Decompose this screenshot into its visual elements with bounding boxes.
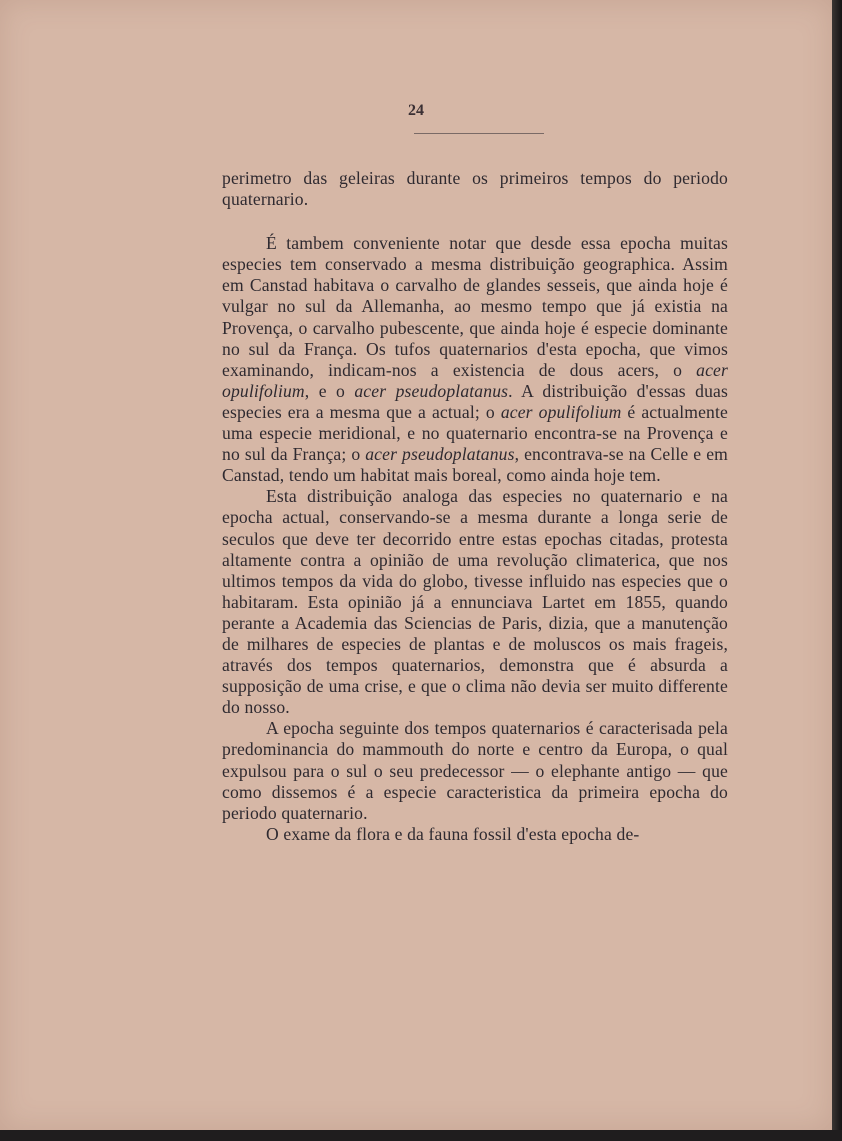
paragraph-5 [222, 824, 728, 845]
page-number: 24 [408, 102, 424, 119]
paragraph-4 [222, 718, 728, 823]
paragraph-gap [222, 210, 728, 233]
text-segment: é actualmente uma especie meridional, e no quaternario encontra-se na Provença e no sul da França; o [222, 401, 728, 465]
text-segment: , e o [304, 380, 355, 401]
text-segment: É tambem conveniente notar que desde essa epocha muitas especies tem conservado a mesma distribuição geographica. Assim em Canstad habitava o carvalho de glandes sesseis, que ainda hoje é vulgar no sul da Allemanha, ao mesmo tempo que já existia na Provença, o carvalho pubescente, que ainda hoje é especie dominante no sul da França. Os tufos quaternarios d'esta epocha, que vimos examinando, indicam-nos a existencia de dous acers, o [222, 233, 728, 380]
species-name-italic: acer opulifolium [222, 359, 728, 401]
text-segment: A epocha seguinte dos tempos quaternarios é caracterisada pela predominancia do mammouth do norte e centro da Europa, o qual expulsou para o sul o seu predecessor — o elephante antigo — que como dissemos é a especie caracteristica da primeira epocha do periodo quaternario. [222, 718, 728, 823]
book-edge-bottom [0, 1130, 842, 1141]
paragraph-1 [222, 168, 728, 210]
species-name-italic: acer pseudoplatanus [365, 444, 515, 465]
text-segment: . A distribuição d'essas duas especies era a mesma que a actual; o [222, 380, 728, 422]
paragraph-3 [222, 486, 728, 718]
text-segment: O exame da flora e da fauna fossil d'esta epocha de- [266, 823, 640, 844]
text-segment: perimetro das geleiras durante os primeiros tempos do periodo quaternario. [222, 168, 728, 210]
species-name-italic: acer opulifolium [500, 401, 622, 422]
book-edge-right [832, 0, 842, 1141]
header-rule [414, 133, 544, 134]
species-name-italic: acer pseudoplatanus [354, 380, 509, 401]
text-segment: , encontrava-se na Celle e em Canstad, tendo um habitat mais boreal, como ainda hoje tem. [222, 444, 729, 486]
paragraph-2 [222, 233, 728, 486]
body-text [222, 168, 728, 845]
text-segment: Esta distribuição analoga das especies no quaternario e na epocha actual, conservando-se a mesma durante a longa serie de seculos que deve ter decorrido entre estas epochas citadas, protesta altamente contra a opinião de uma revolução climaterica, que nos ultimos tempos da vida do globo, tivesse influido nas especies que o habitaram. Esta opinião já a ennunciava Lartet em 1855, quando perante a Academia das Sciencias de Paris, dizia, que a manutenção de milhares de especies de plantas e de moluscos os mais frageis, através dos tempos quaternarios, demonstra que é absurda a supposição de uma crise, e que o clima não devia ser muito differente do nosso. [222, 486, 728, 718]
